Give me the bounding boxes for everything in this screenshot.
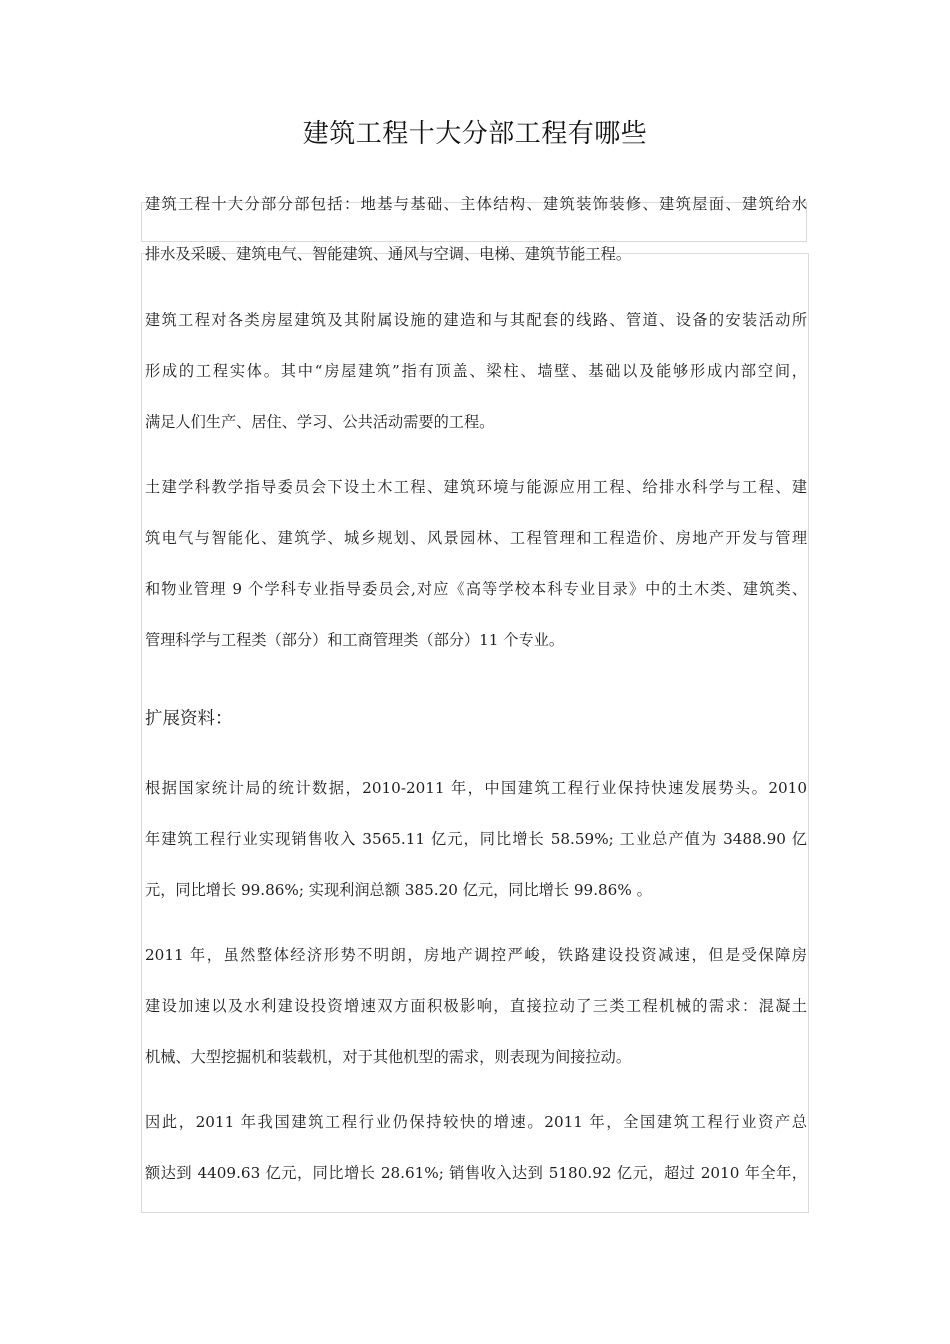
document-body (145, 190, 807, 1187)
text-line: 因此，2011 年我国建筑工程行业仍保持较快的增速。2011 年，全国建筑工程行业资产总 (145, 1113, 807, 1131)
paragraph-committee (145, 473, 807, 654)
paragraph-2011 (145, 941, 807, 1071)
paragraph-composition (145, 190, 807, 268)
text-line: 和物业管理 9 个学科专业指导委员会,对应《高等学校本科专业目录》中的土木类、建筑类、 (145, 580, 807, 598)
text-line: 机械、大型挖掘机和装载机，对于其他机型的需求，则表现为间接拉动。 (145, 1048, 631, 1066)
section-heading: 扩展资料： (145, 709, 233, 729)
text-line: 排水及采暖、建筑电气、智能建筑、通风与空调、电梯、建筑节能工程。 (145, 245, 631, 263)
text-line: 土建学科教学指导委员会下设土木工程、建筑环境与能源应用工程、给排水科学与工程、建 (145, 478, 807, 496)
text-line: 额达到 4409.63 亿元，同比增长 28.61%; 销售收入达到 5180.92 亿元，超过 2010 年全年， (145, 1164, 807, 1182)
text-line: 筑电气与智能化、建筑学、城乡规划、风景园林、工程管理和工程造价、房地产开发与管理 (145, 529, 807, 547)
text-line: 建筑工程十大分部分部包括：地基与基础、主体结构、建筑装饰装修、建筑屋面、建筑给水 (145, 195, 807, 213)
text-line: 建筑工程对各类房屋建筑及其附属设施的建造和与其配套的线路、管道、设备的安装活动所 (145, 311, 807, 329)
text-line: 根据国家统计局的统计数据，2010-2011 年，中国建筑工程行业保持快速发展势头。2010 (145, 779, 807, 797)
text-line: 建设加速以及水利建设投资增速双方面积极影响，直接拉动了三类工程机械的需求：混凝土 (145, 997, 807, 1015)
text-line: 年建筑工程行业实现销售收入 3565.11 亿元，同比增长 58.59%; 工业总产值为 3488.90 亿 (145, 830, 807, 848)
text-line: 形成的工程实体。其中“房屋建筑”指有顶盖、梁柱、墙壁、基础以及能够形成内部空间， (145, 362, 807, 380)
text-line: 管理科学与工程类（部分）和工商管理类（部分）11 个专业。 (145, 631, 565, 649)
page-title: 建筑工程十大分部工程有哪些 (302, 119, 648, 149)
paragraph-statistics (145, 774, 807, 904)
text-line: 元，同比增长 99.86%; 实现利润总额 385.20 亿元，同比增长 99.86% 。 (145, 881, 652, 899)
text-line: 2011 年，虽然整体经济形势不明朗，房地产调控严峻，铁路建设投资减速，但是受保障房 (145, 946, 807, 964)
paragraph-growth (145, 1108, 807, 1187)
text-line: 满足人们生产、居住、学习、公共活动需要的工程。 (145, 413, 495, 431)
paragraph-definition (145, 306, 807, 436)
